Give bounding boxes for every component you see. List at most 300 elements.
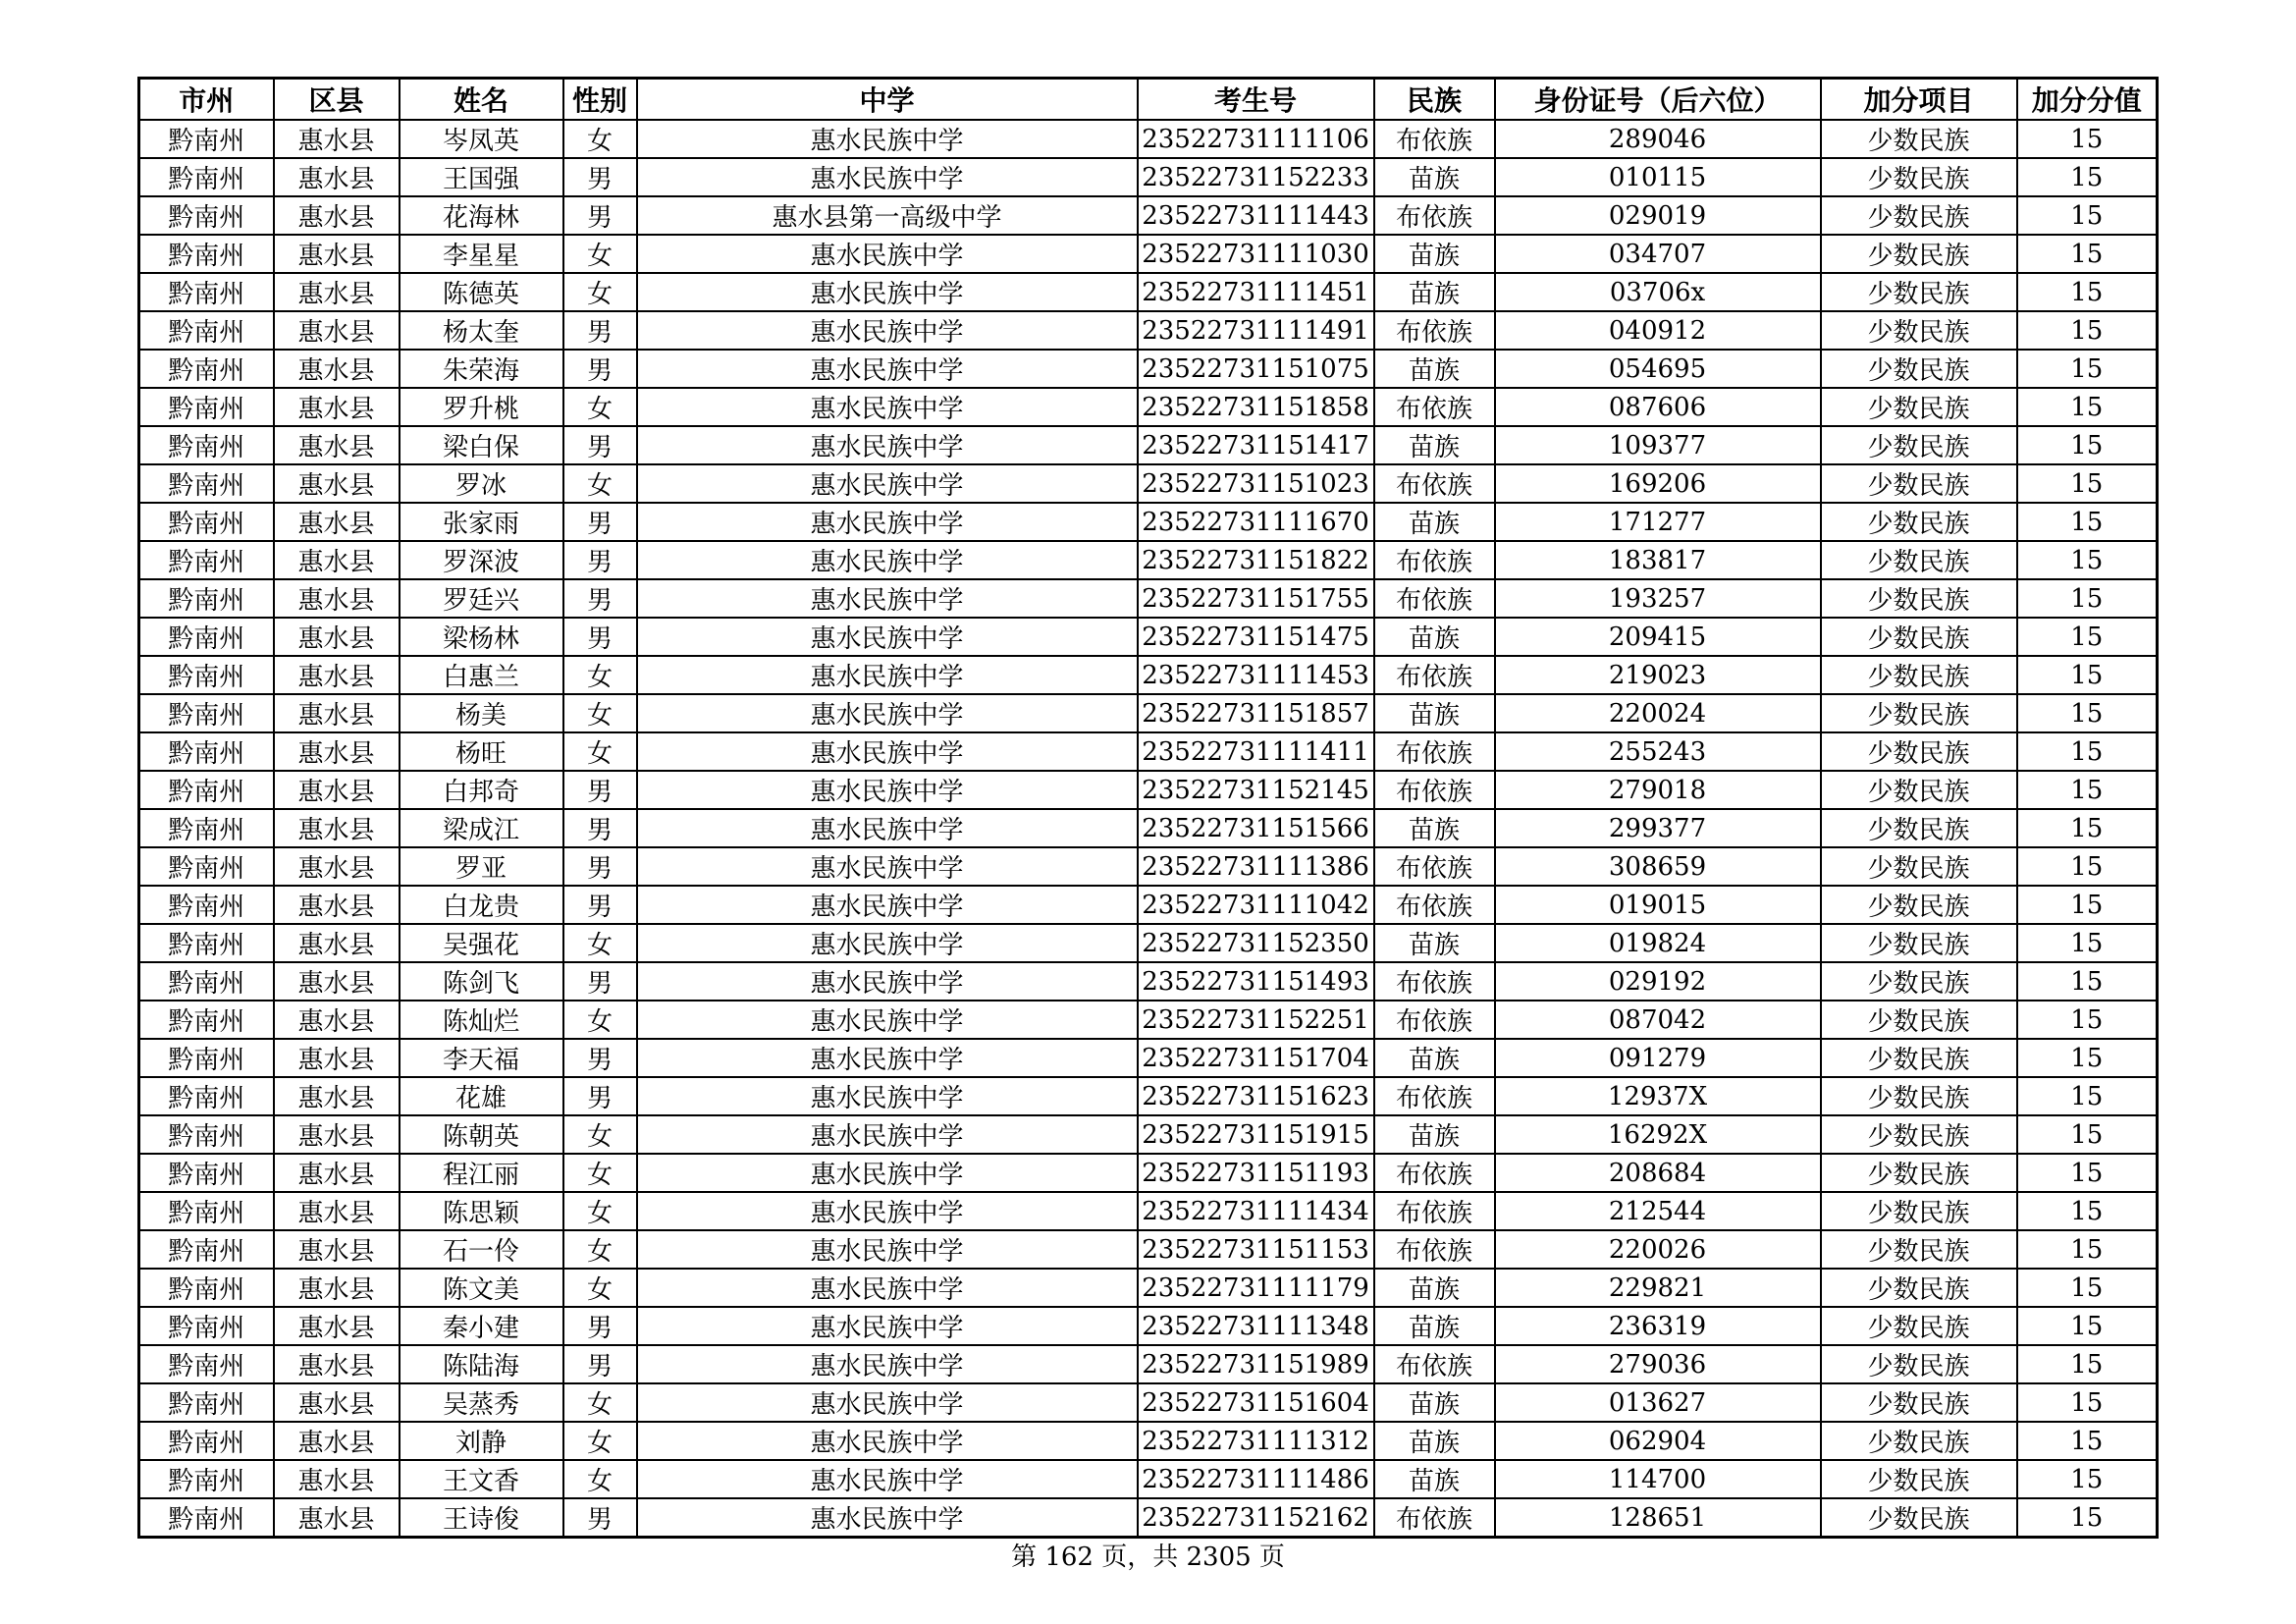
cell-school: 惠水民族中学 [637,426,1138,464]
cell-bonus-item: 少数民族 [1821,196,2017,235]
cell-ethnicity: 布依族 [1374,771,1495,809]
cell-name: 白惠兰 [400,656,563,694]
cell-school: 惠水民族中学 [637,1230,1138,1269]
cell-school: 惠水民族中学 [637,924,1138,962]
cell-id-last-six: 279018 [1495,771,1821,809]
cell-bonus-item: 少数民族 [1821,1001,2017,1039]
cell-id-last-six: 255243 [1495,732,1821,771]
cell-exam-number: 23522731111386 [1138,847,1374,886]
cell-name: 王国强 [400,158,563,196]
table-row [139,1269,2158,1307]
cell-school: 惠水民族中学 [637,694,1138,732]
cell-bonus-value: 15 [2017,694,2158,732]
cell-ethnicity: 苗族 [1374,503,1495,541]
cell-school: 惠水民族中学 [637,847,1138,886]
table-row [139,1422,2158,1460]
cell-exam-number: 23522731152162 [1138,1498,1374,1538]
cell-county: 惠水县 [274,1269,400,1307]
cell-exam-number: 23522731151915 [1138,1115,1374,1154]
cell-school: 惠水民族中学 [637,732,1138,771]
cell-name: 秦小建 [400,1307,563,1345]
table-row [139,1039,2158,1077]
table-row [139,1192,2158,1230]
cell-bonus-value: 15 [2017,732,2158,771]
cell-ethnicity: 布依族 [1374,1154,1495,1192]
cell-exam-number: 23522731152145 [1138,771,1374,809]
table-row [139,350,2158,388]
cell-gender: 男 [563,1307,637,1345]
cell-city: 黔南州 [139,1039,274,1077]
cell-name: 杨美 [400,694,563,732]
cell-gender: 女 [563,732,637,771]
cell-name: 程江丽 [400,1154,563,1192]
cell-bonus-value: 15 [2017,464,2158,503]
cell-gender: 女 [563,235,637,273]
cell-bonus-value: 15 [2017,273,2158,311]
cell-bonus-item: 少数民族 [1821,1077,2017,1115]
cell-county: 惠水县 [274,464,400,503]
cell-city: 黔南州 [139,350,274,388]
cell-bonus-value: 15 [2017,388,2158,426]
cell-exam-number: 23522731111348 [1138,1307,1374,1345]
cell-ethnicity: 苗族 [1374,1039,1495,1077]
cell-ethnicity: 苗族 [1374,1307,1495,1345]
cell-county: 惠水县 [274,1230,400,1269]
table-row [139,1077,2158,1115]
table-row [139,618,2158,656]
cell-ethnicity: 布依族 [1374,1001,1495,1039]
cell-school: 惠水民族中学 [637,158,1138,196]
cell-bonus-item: 少数民族 [1821,1192,2017,1230]
table-row [139,1001,2158,1039]
cell-bonus-item: 少数民族 [1821,541,2017,579]
bonus-points-table [137,77,2159,1539]
cell-ethnicity: 布依族 [1374,388,1495,426]
cell-ethnicity: 苗族 [1374,273,1495,311]
cell-county: 惠水县 [274,732,400,771]
cell-exam-number: 23522731152233 [1138,158,1374,196]
cell-name: 王文香 [400,1460,563,1498]
table-body [139,120,2158,1538]
cell-bonus-item: 少数民族 [1821,656,2017,694]
cell-exam-number: 23522731111030 [1138,235,1374,273]
cell-bonus-value: 15 [2017,1154,2158,1192]
cell-bonus-value: 15 [2017,1269,2158,1307]
cell-bonus-value: 15 [2017,1077,2158,1115]
cell-school: 惠水民族中学 [637,350,1138,388]
cell-ethnicity: 布依族 [1374,962,1495,1001]
cell-school: 惠水民族中学 [637,962,1138,1001]
table-row [139,1345,2158,1383]
cell-ethnicity: 苗族 [1374,809,1495,847]
table-row [139,962,2158,1001]
cell-gender: 女 [563,1269,637,1307]
cell-name: 罗冰 [400,464,563,503]
cell-county: 惠水县 [274,771,400,809]
cell-ethnicity: 苗族 [1374,158,1495,196]
cell-bonus-item: 少数民族 [1821,962,2017,1001]
cell-gender: 男 [563,541,637,579]
cell-gender: 男 [563,618,637,656]
cell-county: 惠水县 [274,656,400,694]
cell-bonus-item: 少数民族 [1821,350,2017,388]
cell-name: 陈陆海 [400,1345,563,1383]
cell-ethnicity: 布依族 [1374,579,1495,618]
cell-city: 黔南州 [139,1001,274,1039]
table-row [139,464,2158,503]
header-bonus-value: 加分分值 [2017,79,2158,121]
cell-name: 杨旺 [400,732,563,771]
cell-exam-number: 23522731151623 [1138,1077,1374,1115]
cell-id-last-six: 171277 [1495,503,1821,541]
cell-name: 白龙贵 [400,886,563,924]
cell-school: 惠水民族中学 [637,388,1138,426]
cell-county: 惠水县 [274,388,400,426]
cell-name: 陈朝英 [400,1115,563,1154]
cell-bonus-item: 少数民族 [1821,273,2017,311]
cell-county: 惠水县 [274,1498,400,1538]
cell-bonus-item: 少数民族 [1821,1422,2017,1460]
cell-name: 罗廷兴 [400,579,563,618]
cell-school: 惠水县第一高级中学 [637,196,1138,235]
cell-city: 黔南州 [139,962,274,1001]
cell-ethnicity: 苗族 [1374,426,1495,464]
cell-bonus-value: 15 [2017,809,2158,847]
cell-bonus-value: 15 [2017,962,2158,1001]
table-row [139,158,2158,196]
cell-school: 惠水民族中学 [637,1154,1138,1192]
cell-gender: 女 [563,1422,637,1460]
header-school: 中学 [637,79,1138,121]
cell-bonus-item: 少数民族 [1821,1460,2017,1498]
cell-ethnicity: 布依族 [1374,541,1495,579]
cell-school: 惠水民族中学 [637,1115,1138,1154]
cell-school: 惠水民族中学 [637,1383,1138,1422]
cell-county: 惠水县 [274,1001,400,1039]
cell-city: 黔南州 [139,311,274,350]
cell-name: 罗亚 [400,847,563,886]
cell-exam-number: 23522731111670 [1138,503,1374,541]
cell-ethnicity: 苗族 [1374,694,1495,732]
cell-ethnicity: 布依族 [1374,311,1495,350]
cell-city: 黔南州 [139,771,274,809]
cell-school: 惠水民族中学 [637,503,1138,541]
cell-id-last-six: 114700 [1495,1460,1821,1498]
cell-ethnicity: 布依族 [1374,886,1495,924]
cell-name: 朱荣海 [400,350,563,388]
cell-bonus-value: 15 [2017,1192,2158,1230]
table-row [139,809,2158,847]
header-ethnicity: 民族 [1374,79,1495,121]
cell-school: 惠水民族中学 [637,311,1138,350]
cell-bonus-item: 少数民族 [1821,924,2017,962]
header-name: 姓名 [400,79,563,121]
cell-bonus-item: 少数民族 [1821,1345,2017,1383]
cell-name: 梁白保 [400,426,563,464]
cell-bonus-value: 15 [2017,311,2158,350]
cell-id-last-six: 109377 [1495,426,1821,464]
cell-ethnicity: 布依族 [1374,464,1495,503]
cell-county: 惠水县 [274,1307,400,1345]
cell-exam-number: 23522731111106 [1138,120,1374,158]
cell-bonus-value: 15 [2017,618,2158,656]
table-row [139,847,2158,886]
cell-city: 黔南州 [139,1383,274,1422]
cell-id-last-six: 193257 [1495,579,1821,618]
header-county: 区县 [274,79,400,121]
cell-id-last-six: 299377 [1495,809,1821,847]
cell-bonus-item: 少数民族 [1821,1039,2017,1077]
cell-exam-number: 23522731151417 [1138,426,1374,464]
cell-name: 吴蒸秀 [400,1383,563,1422]
header-id-last-six: 身份证号（后六位） [1495,79,1821,121]
table-header-row [139,79,2158,121]
cell-id-last-six: 183817 [1495,541,1821,579]
cell-id-last-six: 029192 [1495,962,1821,1001]
cell-city: 黔南州 [139,1422,274,1460]
table-row [139,235,2158,273]
cell-school: 惠水民族中学 [637,1345,1138,1383]
cell-ethnicity: 布依族 [1374,196,1495,235]
cell-name: 陈剑飞 [400,962,563,1001]
cell-name: 陈德英 [400,273,563,311]
cell-gender: 女 [563,120,637,158]
cell-bonus-value: 15 [2017,1001,2158,1039]
page-number: 第 162 页，共 2305 页 [1011,1543,1285,1572]
cell-exam-number: 23522731111042 [1138,886,1374,924]
cell-bonus-item: 少数民族 [1821,311,2017,350]
cell-id-last-six: 12937X [1495,1077,1821,1115]
cell-city: 黔南州 [139,1230,274,1269]
cell-school: 惠水民族中学 [637,1192,1138,1230]
cell-bonus-item: 少数民族 [1821,235,2017,273]
cell-id-last-six: 029019 [1495,196,1821,235]
cell-id-last-six: 010115 [1495,158,1821,196]
header-city: 市州 [139,79,274,121]
cell-exam-number: 23522731111443 [1138,196,1374,235]
cell-name: 李天福 [400,1039,563,1077]
cell-exam-number: 23522731151989 [1138,1345,1374,1383]
cell-exam-number: 23522731111411 [1138,732,1374,771]
cell-city: 黔南州 [139,732,274,771]
cell-exam-number: 23522731151604 [1138,1383,1374,1422]
cell-gender: 男 [563,350,637,388]
cell-gender: 男 [563,426,637,464]
cell-bonus-item: 少数民族 [1821,809,2017,847]
cell-ethnicity: 布依族 [1374,1192,1495,1230]
cell-city: 黔南州 [139,579,274,618]
cell-school: 惠水民族中学 [637,1269,1138,1307]
cell-bonus-value: 15 [2017,1039,2158,1077]
cell-bonus-value: 15 [2017,1422,2158,1460]
cell-id-last-six: 019824 [1495,924,1821,962]
table-row [139,1460,2158,1498]
cell-bonus-item: 少数民族 [1821,464,2017,503]
cell-ethnicity: 布依族 [1374,847,1495,886]
cell-exam-number: 23522731151822 [1138,541,1374,579]
cell-county: 惠水县 [274,809,400,847]
cell-city: 黔南州 [139,1460,274,1498]
cell-city: 黔南州 [139,273,274,311]
cell-name: 陈思颖 [400,1192,563,1230]
cell-id-last-six: 040912 [1495,311,1821,350]
cell-exam-number: 23522731151858 [1138,388,1374,426]
cell-exam-number: 23522731151193 [1138,1154,1374,1192]
cell-id-last-six: 087606 [1495,388,1821,426]
cell-ethnicity: 苗族 [1374,1422,1495,1460]
cell-exam-number: 23522731151153 [1138,1230,1374,1269]
cell-gender: 女 [563,924,637,962]
cell-city: 黔南州 [139,120,274,158]
cell-county: 惠水县 [274,541,400,579]
cell-ethnicity: 布依族 [1374,1230,1495,1269]
cell-school: 惠水民族中学 [637,273,1138,311]
cell-id-last-six: 220024 [1495,694,1821,732]
cell-exam-number: 23522731151857 [1138,694,1374,732]
cell-school: 惠水民族中学 [637,1001,1138,1039]
cell-gender: 女 [563,388,637,426]
table-row [139,694,2158,732]
header-bonus-item: 加分项目 [1821,79,2017,121]
cell-ethnicity: 苗族 [1374,1115,1495,1154]
cell-gender: 女 [563,464,637,503]
cell-city: 黔南州 [139,1498,274,1538]
cell-city: 黔南州 [139,196,274,235]
cell-county: 惠水县 [274,1383,400,1422]
cell-name: 罗深波 [400,541,563,579]
cell-gender: 男 [563,1498,637,1538]
cell-id-last-six: 128651 [1495,1498,1821,1538]
cell-gender: 男 [563,579,637,618]
cell-id-last-six: 16292X [1495,1115,1821,1154]
cell-county: 惠水县 [274,350,400,388]
cell-bonus-item: 少数民族 [1821,1498,2017,1538]
cell-bonus-item: 少数民族 [1821,158,2017,196]
cell-bonus-value: 15 [2017,886,2158,924]
cell-county: 惠水县 [274,503,400,541]
cell-id-last-six: 169206 [1495,464,1821,503]
cell-name: 张家雨 [400,503,563,541]
cell-bonus-item: 少数民族 [1821,886,2017,924]
cell-city: 黔南州 [139,541,274,579]
cell-exam-number: 23522731111453 [1138,656,1374,694]
cell-gender: 女 [563,1115,637,1154]
cell-county: 惠水县 [274,1115,400,1154]
cell-bonus-item: 少数民族 [1821,388,2017,426]
cell-gender: 男 [563,503,637,541]
cell-school: 惠水民族中学 [637,464,1138,503]
cell-city: 黔南州 [139,886,274,924]
table-row [139,656,2158,694]
table-row [139,1498,2158,1538]
cell-ethnicity: 布依族 [1374,656,1495,694]
table-row [139,426,2158,464]
cell-ethnicity: 苗族 [1374,1269,1495,1307]
cell-ethnicity: 布依族 [1374,732,1495,771]
cell-city: 黔南州 [139,1154,274,1192]
cell-bonus-item: 少数民族 [1821,694,2017,732]
cell-bonus-item: 少数民族 [1821,1307,2017,1345]
cell-name: 王诗俊 [400,1498,563,1538]
cell-school: 惠水民族中学 [637,1039,1138,1077]
cell-exam-number: 23522731111312 [1138,1422,1374,1460]
cell-city: 黔南州 [139,464,274,503]
cell-id-last-six: 308659 [1495,847,1821,886]
header-gender: 性别 [563,79,637,121]
cell-id-last-six: 013627 [1495,1383,1821,1422]
cell-county: 惠水县 [274,426,400,464]
cell-id-last-six: 062904 [1495,1422,1821,1460]
cell-exam-number: 23522731151075 [1138,350,1374,388]
cell-name: 罗升桃 [400,388,563,426]
cell-county: 惠水县 [274,158,400,196]
cell-county: 惠水县 [274,311,400,350]
cell-gender: 男 [563,1345,637,1383]
cell-bonus-item: 少数民族 [1821,120,2017,158]
table-row [139,388,2158,426]
cell-school: 惠水民族中学 [637,1307,1138,1345]
cell-id-last-six: 209415 [1495,618,1821,656]
cell-name: 白邦奇 [400,771,563,809]
cell-gender: 女 [563,1192,637,1230]
cell-exam-number: 23522731111434 [1138,1192,1374,1230]
cell-bonus-item: 少数民族 [1821,1383,2017,1422]
cell-id-last-six: 236319 [1495,1307,1821,1345]
cell-city: 黔南州 [139,618,274,656]
cell-exam-number: 23522731111179 [1138,1269,1374,1307]
cell-bonus-value: 15 [2017,1115,2158,1154]
cell-exam-number: 23522731111486 [1138,1460,1374,1498]
cell-name: 花海林 [400,196,563,235]
cell-school: 惠水民族中学 [637,771,1138,809]
cell-bonus-item: 少数民族 [1821,771,2017,809]
cell-id-last-six: 220026 [1495,1230,1821,1269]
cell-name: 陈文美 [400,1269,563,1307]
cell-ethnicity: 苗族 [1374,1383,1495,1422]
cell-ethnicity: 苗族 [1374,618,1495,656]
cell-bonus-item: 少数民族 [1821,732,2017,771]
cell-county: 惠水县 [274,1154,400,1192]
cell-gender: 女 [563,694,637,732]
cell-ethnicity: 布依族 [1374,120,1495,158]
cell-bonus-item: 少数民族 [1821,847,2017,886]
cell-ethnicity: 布依族 [1374,1498,1495,1538]
cell-school: 惠水民族中学 [637,656,1138,694]
cell-county: 惠水县 [274,1345,400,1383]
table-row [139,924,2158,962]
cell-bonus-value: 15 [2017,1230,2158,1269]
cell-gender: 女 [563,273,637,311]
cell-ethnicity: 苗族 [1374,235,1495,273]
cell-exam-number: 23522731151493 [1138,962,1374,1001]
cell-county: 惠水县 [274,196,400,235]
cell-school: 惠水民族中学 [637,618,1138,656]
cell-ethnicity: 布依族 [1374,1345,1495,1383]
cell-bonus-value: 15 [2017,1307,2158,1345]
cell-city: 黔南州 [139,694,274,732]
cell-bonus-value: 15 [2017,196,2158,235]
cell-gender: 女 [563,1383,637,1422]
cell-gender: 男 [563,962,637,1001]
cell-city: 黔南州 [139,426,274,464]
cell-bonus-item: 少数民族 [1821,1115,2017,1154]
cell-bonus-value: 15 [2017,120,2158,158]
cell-county: 惠水县 [274,1192,400,1230]
cell-county: 惠水县 [274,273,400,311]
table-row [139,541,2158,579]
cell-county: 惠水县 [274,886,400,924]
cell-name: 刘静 [400,1422,563,1460]
